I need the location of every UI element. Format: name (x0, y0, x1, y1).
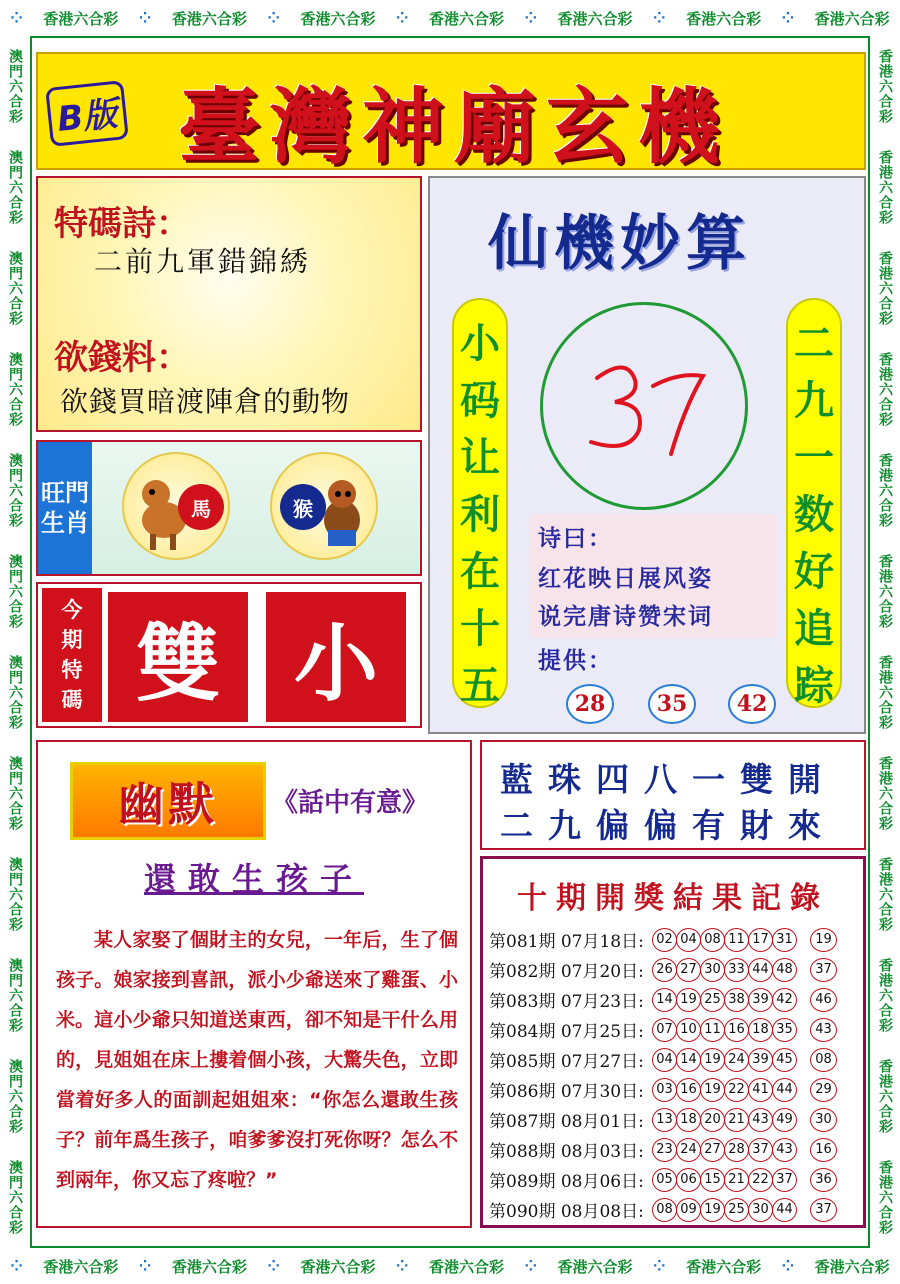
record-number: 42 (772, 988, 797, 1012)
record-number: 44 (772, 1198, 797, 1222)
border-text: 澳門六合彩 (7, 150, 23, 225)
humor-story: 某人家娶了個財主的女兒，一年后，生了個孩子。娘家接到喜訊，派小少爺送來了雞蛋、小米。這小少爺只知道送東西，卻不知是干什么用的，見姐姐在床上摟着個小孩，大驚失色，立即當着好多人的面訓起姐姐來：“你怎么還敢生孩子？前年爲生孩子，咱爹爹沒打死你呀？怎么不到兩年，你又忘了疼啦？” (56, 929, 458, 1191)
border-text: 香港六合彩 (877, 857, 893, 932)
record-special-number: 36 (810, 1168, 837, 1192)
border-text: 香港六合彩 (686, 9, 762, 28)
border-text: 澳門六合彩 (7, 756, 23, 831)
record-number: 02 (652, 928, 677, 952)
border-text: 香港六合彩 (43, 1257, 119, 1276)
record-number: 28 (724, 1138, 749, 1162)
left-column-char: 在 (460, 549, 500, 595)
record-number: 14 (652, 988, 677, 1012)
record-number: 18 (676, 1108, 701, 1132)
border-text: 香港六合彩 (877, 150, 893, 225)
border-text: 澳門六合彩 (7, 655, 23, 730)
record-number: 11 (700, 1018, 725, 1042)
border-text: 澳門六合彩 (7, 857, 23, 932)
record-number: 37 (748, 1138, 773, 1162)
zodiac-label: 旺門生肖 (38, 442, 92, 574)
records-panel (480, 856, 866, 1228)
verse-line-2: 说完唐诗赞宋词 (538, 604, 713, 630)
border-dots: ⁘ (395, 9, 409, 27)
horse-tag: 馬 (178, 484, 224, 530)
record-number: 11 (724, 928, 749, 952)
record-label: 第081期 07月18日: (489, 932, 644, 952)
record-number: 31 (772, 928, 797, 952)
record-row (489, 925, 861, 954)
record-number: 43 (772, 1138, 797, 1162)
record-number: 10 (676, 1018, 701, 1042)
humor-title: 還敢生孩子 (144, 860, 365, 898)
record-number: 23 (652, 1138, 677, 1162)
horse-icon (122, 452, 230, 560)
border-left (0, 36, 30, 1248)
record-number: 04 (652, 1048, 677, 1072)
record-numbers (652, 958, 836, 982)
border-text: 澳門六合彩 (7, 49, 23, 124)
border-text: 香港六合彩 (877, 453, 893, 528)
verse-box (530, 514, 778, 638)
record-number: 25 (724, 1198, 749, 1222)
record-numbers (652, 1138, 836, 1162)
record-number: 08 (652, 1198, 677, 1222)
header-banner (36, 52, 866, 175)
right-column-char: 九 (794, 378, 834, 424)
record-number: 30 (748, 1198, 773, 1222)
record-number: 19 (700, 1198, 725, 1222)
record-number: 21 (724, 1108, 749, 1132)
right-column-char: 追 (794, 606, 834, 652)
border-text: 香港六合彩 (877, 655, 893, 730)
record-number: 39 (748, 988, 773, 1012)
money-text: 欲錢買暗渡陣倉的動物 (60, 385, 351, 418)
left-column-char: 小 (460, 321, 500, 367)
left-column-char: 利 (460, 492, 500, 538)
record-special-number: 08 (810, 1048, 837, 1072)
border-text: 香港六合彩 (877, 554, 893, 629)
border-text: 香港六合彩 (300, 9, 376, 28)
humor-subtitle: 《話中有意》 (272, 788, 429, 818)
record-number: 19 (700, 1048, 725, 1072)
record-number: 39 (748, 1048, 773, 1072)
border-text: 香港六合彩 (877, 958, 893, 1033)
record-row (489, 985, 861, 1014)
provide-label: 提供： (538, 648, 613, 674)
handwritten-number (540, 302, 748, 510)
border-dots: ⁘ (138, 1257, 152, 1275)
record-number: 30 (700, 958, 725, 982)
border-text: 澳門六合彩 (7, 352, 23, 427)
record-row (489, 1135, 861, 1164)
record-row (489, 1165, 861, 1194)
pick-label-char: 碼 (61, 688, 83, 712)
record-row (489, 1105, 861, 1134)
record-number: 14 (676, 1048, 701, 1072)
record-number: 27 (700, 1138, 725, 1162)
border-text: 澳門六合彩 (7, 958, 23, 1033)
banner-panel (480, 740, 866, 850)
record-label: 第083期 07月23日: (489, 992, 644, 1012)
border-dots: ⁘ (267, 1257, 280, 1275)
record-number: 08 (700, 928, 725, 952)
record-number: 24 (676, 1138, 701, 1162)
right-column-char: 好 (794, 549, 834, 595)
pick-value-small: 小 (266, 592, 406, 722)
record-number: 16 (676, 1078, 701, 1102)
record-number: 15 (700, 1168, 725, 1192)
record-special-number: 16 (810, 1138, 837, 1162)
record-row (489, 1075, 861, 1104)
border-text: 香港六合彩 (43, 9, 119, 28)
border-text: 香港六合彩 (877, 756, 893, 831)
provide-ball: 28 (566, 684, 614, 724)
record-number: 16 (724, 1018, 749, 1042)
record-row (489, 955, 861, 984)
record-number: 45 (772, 1048, 797, 1072)
provide-ball: 35 (648, 684, 696, 724)
record-number: 22 (748, 1168, 773, 1192)
records-title: 十期開獎結果記錄 (517, 881, 829, 916)
record-label: 第089期 08月06日: (489, 1172, 644, 1192)
border-text: 香港六合彩 (428, 1257, 504, 1276)
special-poem-text: 二前九軍錯錦綉 (94, 245, 312, 278)
border-right (870, 36, 900, 1248)
monkey-icon (270, 452, 378, 560)
record-number: 43 (748, 1108, 773, 1132)
border-text: 香港六合彩 (300, 1257, 376, 1276)
pick-label-char: 特 (61, 658, 83, 682)
border-text: 香港六合彩 (877, 49, 893, 124)
record-number: 05 (652, 1168, 677, 1192)
border-dots: ⁘ (10, 1257, 23, 1275)
border-text: 澳門六合彩 (7, 1160, 23, 1235)
record-number: 09 (676, 1198, 701, 1222)
left-column-char: 五 (460, 663, 500, 709)
record-number: 49 (772, 1108, 797, 1132)
record-number: 20 (700, 1108, 725, 1132)
record-number: 17 (748, 928, 773, 952)
border-text: 香港六合彩 (428, 9, 504, 28)
fortune-panel (428, 176, 866, 734)
record-number: 21 (724, 1168, 749, 1192)
border-text: 香港六合彩 (686, 1257, 762, 1276)
border-dots: ⁘ (653, 1257, 666, 1275)
record-numbers (652, 1168, 836, 1192)
record-number: 38 (724, 988, 749, 1012)
record-row (489, 1045, 861, 1074)
record-numbers (652, 1048, 836, 1072)
border-text: 香港六合彩 (814, 1257, 890, 1276)
pick-value-even: 雙 (108, 592, 248, 722)
record-number: 06 (676, 1168, 701, 1192)
verse-line-1: 红花映日展风姿 (538, 566, 713, 592)
banner-line-2: 二九偏偏有財來 (500, 806, 836, 845)
border-dots: ⁘ (781, 1257, 795, 1275)
right-column-char: 踪 (794, 663, 834, 709)
record-number: 03 (652, 1078, 677, 1102)
record-special-number: 30 (810, 1108, 837, 1132)
border-text: 澳門六合彩 (7, 251, 23, 326)
record-numbers (652, 988, 836, 1012)
border-bottom (0, 1248, 900, 1284)
money-label: 欲錢料： (54, 338, 190, 378)
fortune-title: 仙機妙算 (488, 209, 752, 279)
record-number: 48 (772, 958, 797, 982)
record-number: 18 (748, 1018, 773, 1042)
record-numbers (652, 1018, 836, 1042)
record-label: 第088期 08月03日: (489, 1142, 644, 1162)
record-label: 第084期 07月25日: (489, 1022, 644, 1042)
border-dots: ⁘ (653, 9, 666, 27)
verse-label: 诗曰： (538, 526, 613, 552)
border-dots: ⁘ (138, 9, 152, 27)
border-text: 香港六合彩 (557, 1257, 633, 1276)
record-number: 04 (676, 928, 701, 952)
right-column-char: 一 (794, 435, 834, 481)
border-text: 香港六合彩 (877, 352, 893, 427)
humor-tag: 幽默 (70, 762, 266, 840)
right-column-char: 二 (794, 321, 834, 367)
zodiac-panel (36, 440, 422, 576)
record-row (489, 1195, 861, 1224)
border-dots: ⁘ (395, 1257, 409, 1275)
pick-label (42, 588, 102, 722)
special-poem-label: 特碼詩： (54, 204, 190, 244)
left-column-char: 让 (460, 435, 500, 481)
page-title: 臺灣神廟玄機 (178, 79, 731, 175)
record-label: 第087期 08月01日: (489, 1112, 644, 1132)
pick-panel (36, 582, 422, 728)
record-label: 第090期 08月08日: (489, 1202, 644, 1222)
border-top (0, 0, 900, 36)
border-text: 香港六合彩 (171, 1257, 247, 1276)
humor-panel (36, 740, 472, 1228)
record-special-number: 29 (810, 1078, 837, 1102)
left-column-char: 码 (460, 378, 500, 424)
record-numbers (652, 1078, 836, 1102)
record-label: 第085期 07月27日: (489, 1052, 644, 1072)
record-number: 37 (772, 1168, 797, 1192)
banner-line-1: 藍珠四八一雙開 (500, 760, 836, 799)
border-text: 香港六合彩 (557, 9, 633, 28)
pick-label-char: 期 (61, 628, 83, 652)
record-special-number: 19 (810, 928, 837, 952)
record-special-number: 46 (810, 988, 837, 1012)
record-label: 第082期 07月20日: (489, 962, 644, 982)
border-text: 香港六合彩 (877, 1059, 893, 1134)
record-number: 41 (748, 1078, 773, 1102)
record-number: 35 (772, 1018, 797, 1042)
record-number: 44 (772, 1078, 797, 1102)
record-number: 19 (700, 1078, 725, 1102)
border-text: 澳門六合彩 (7, 1059, 23, 1134)
record-number: 19 (676, 988, 701, 1012)
record-number: 26 (652, 958, 677, 982)
edition-badge: B版 (45, 80, 129, 147)
border-text: 香港六合彩 (814, 9, 890, 28)
record-numbers (652, 1198, 836, 1222)
border-text: 澳門六合彩 (7, 453, 23, 528)
poem-panel (36, 176, 422, 432)
record-numbers (652, 1108, 836, 1132)
border-text: 香港六合彩 (877, 1160, 893, 1235)
right-column-text (786, 298, 842, 708)
monkey-tag: 猴 (280, 484, 326, 530)
record-special-number: 43 (810, 1018, 837, 1042)
record-number: 25 (700, 988, 725, 1012)
record-number: 27 (676, 958, 701, 982)
record-label: 第086期 07月30日: (489, 1082, 644, 1102)
pick-label-char: 今 (61, 598, 83, 622)
border-dots: ⁘ (10, 9, 23, 27)
left-column-char: 十 (460, 606, 500, 652)
border-dots: ⁘ (524, 9, 538, 27)
record-row (489, 1015, 861, 1044)
provide-ball: 42 (728, 684, 776, 724)
record-number: 13 (652, 1108, 677, 1132)
border-text: 香港六合彩 (877, 251, 893, 326)
record-number: 44 (748, 958, 773, 982)
border-dots: ⁘ (524, 1257, 538, 1275)
border-text: 澳門六合彩 (7, 554, 23, 629)
record-special-number: 37 (810, 958, 837, 982)
border-dots: ⁘ (781, 9, 795, 27)
record-number: 22 (724, 1078, 749, 1102)
record-numbers (652, 928, 836, 952)
record-number: 24 (724, 1048, 749, 1072)
record-special-number: 37 (810, 1198, 837, 1222)
record-number: 33 (724, 958, 749, 982)
left-column-text (452, 298, 508, 708)
border-text: 香港六合彩 (171, 9, 247, 28)
record-number: 07 (652, 1018, 677, 1042)
border-dots: ⁘ (267, 9, 280, 27)
right-column-char: 数 (794, 492, 834, 538)
